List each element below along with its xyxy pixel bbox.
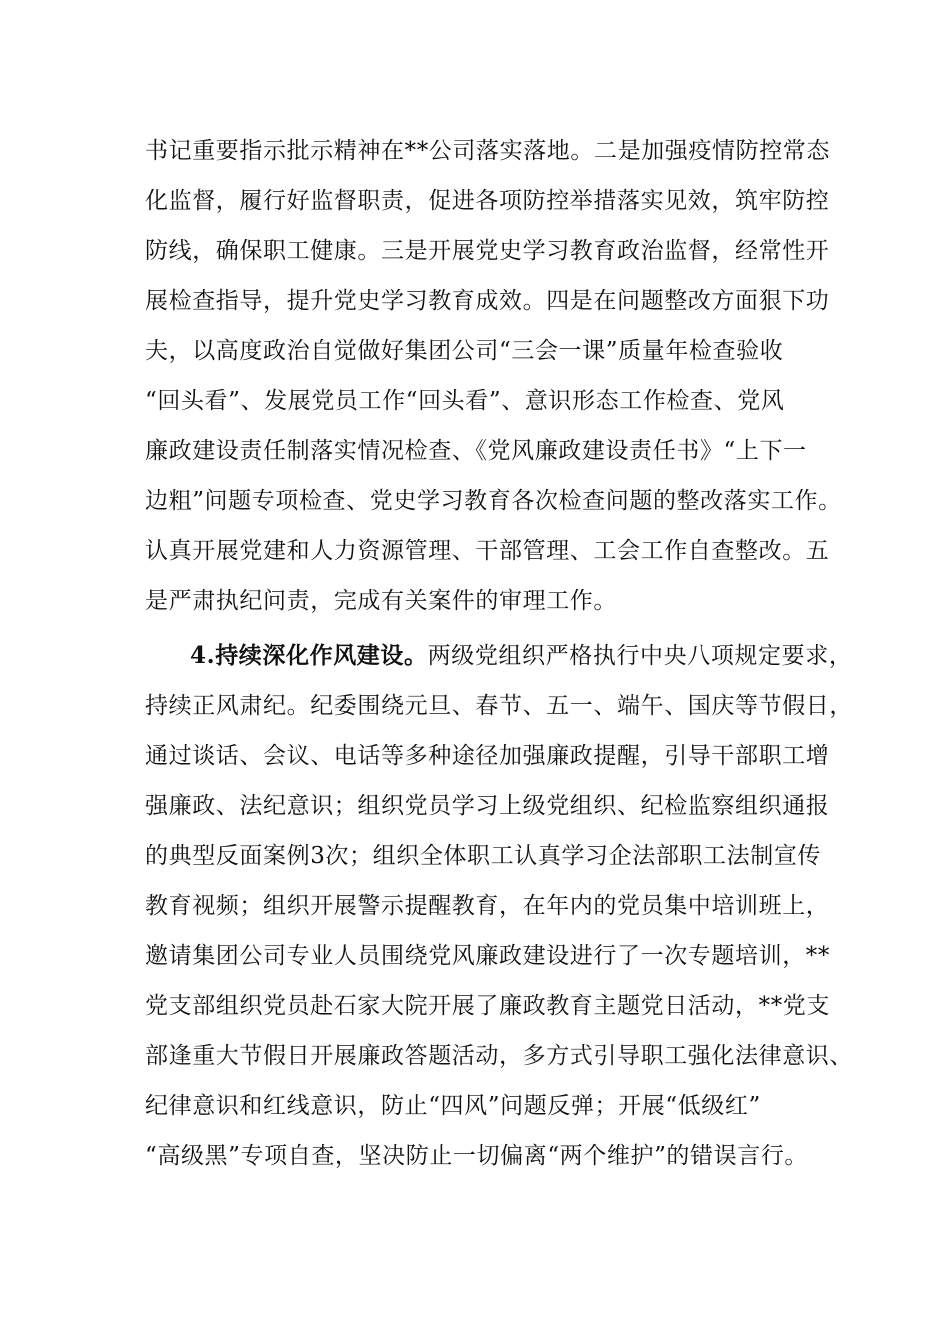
text-line: 纪律意识和红线意识，防止“四风”问题反弹；开展“低级红” (145, 1093, 761, 1119)
text-line-rest: 两级党组织严格执行中央八项规定要求， (427, 643, 853, 669)
text-line: 是严肃执纪问责，完成有关案件的审理工作。 (145, 588, 617, 614)
text-line: 的典型反面案例3次；组织全体职工认真学习企法部职工法制宣传 (145, 843, 822, 869)
text-line: 教育视频；组织开展警示提醒教育，在年内的党员集中培训班上， (145, 893, 830, 919)
text-line: 党支部组织党员赴石家大院开展了廉政教育主题党日活动，**党支 (145, 993, 830, 1019)
text-line: 持续正风肃纪。纪委围绕元旦、春节、五一、端午、国庆等节假日， (145, 693, 853, 719)
text-line: 邀请集团公司专业人员围绕党风廉政建设进行了一次专题培训，** (145, 943, 830, 969)
text-line-first (190, 641, 852, 671)
text-line: 强廉政、法纪意识；组织党员学习上级党组织、纪检监察组织通报 (145, 793, 830, 819)
section-heading: 4.持续深化作风建设。 (190, 642, 428, 669)
text-line: 展检查指导，提升党史学习教育成效。四是在问题整改方面狠下功 (145, 288, 830, 314)
text-line: 书记重要指示批示精神在**公司落实落地。二是加强疫情防控常态 (145, 138, 830, 164)
text-line: 边粗”问题专项检查、党史学习教育各次检查问题的整改落实工作。 (145, 488, 842, 514)
text-line: 廉政建设责任制落实情况检查、《党风廉政建设责任书》“上下一 (145, 438, 807, 464)
text-line: 化监督，履行好监督职责，促进各项防控举措落实见效，筑牢防控 (145, 188, 830, 214)
text-line: 夫，以高度政治自觉做好集团公司“三会一课”质量年检查验收 (145, 338, 784, 364)
text-line: 通过谈话、会议、电话等多种途径加强廉政提醒，引导干部职工增 (145, 743, 830, 769)
text-line: “高级黑”专项自查，坚决防止一切偏离“两个维护”的错误言行。 (145, 1143, 809, 1169)
text-line: 防线，确保职工健康。三是开展党史学习教育政治监督，经常性开 (145, 238, 830, 264)
text-line: 部逢重大节假日开展廉政答题活动，多方式引导职工强化法律意识、 (145, 1043, 853, 1069)
text-line: 认真开展党建和人力资源管理、干部管理、工会工作自查整改。五 (145, 538, 830, 564)
text-line: “回头看”、发展党员工作“回头看”、意识形态工作检查、党风 (145, 388, 785, 414)
